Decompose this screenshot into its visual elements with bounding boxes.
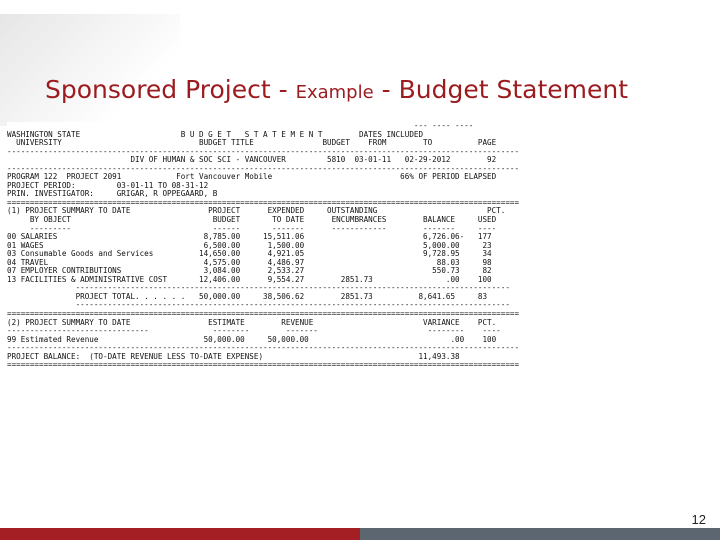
report-line: ================================================================================================================	[7, 197, 520, 207]
report-line: (1) PROJECT SUMMARY TO DATE PROJECT EXPENDED OUTSTANDING PCT.	[7, 206, 506, 216]
report-line: BY OBJECT BUDGET TO DATE ENCUMBRANCES BALANCE USED	[7, 215, 497, 225]
report-line: 13 FACILITIES & ADMINISTRATIVE COST 12,406.00 9,554.27 2851.73 .00 100	[7, 274, 492, 284]
top-bar	[0, 0, 720, 12]
title-part-2: Example	[295, 82, 374, 103]
report-line: ------------------------------- -------- ------- -------- ----	[7, 326, 501, 336]
report-line: 01 WAGES 6,500.00 1,500.00 5,000.00 23	[7, 240, 492, 250]
report-line: PROJECT BALANCE: (TO-DATE REVENUE LESS TO-DATE EXPENSE) 11,493.38	[7, 351, 460, 361]
report-text	[7, 122, 713, 370]
report-line: --------- ------ ------- ------------ ------- ----	[7, 223, 497, 233]
report-line: DIV OF HUMAN & SOC SCI - VANCOUVER 5810 03-01-11 02-29-2012 92	[7, 155, 497, 165]
report-line: ================================================================================================================	[7, 309, 520, 319]
report-line: PRIN. INVESTIGATOR: GRIGAR, R OPPEGAARD, B	[7, 189, 218, 199]
report-line: 99 Estimated Revenue 50,000.00 50,000.00 .00 100	[7, 334, 497, 344]
report-line: PROJECT TOTAL. . . . . . 50,000.00 38,506.62 2851.73 8,641.65 83	[7, 291, 488, 301]
report-line: PROJECT PERIOD: 03-01-11 TO 08-31-12	[7, 180, 209, 190]
report-line: 04 TRAVEL 4,575.00 4,486.97 88.03 98	[7, 257, 492, 267]
title-part-1: Sponsored Project -	[45, 75, 296, 104]
report-line: ================================================================================================================	[7, 360, 520, 370]
report-line: UNIVERSITY BUDGET TITLE BUDGET FROM TO PAGE	[7, 138, 497, 148]
report-line: 00 SALARIES 8,785.00 15,511.06 6,726.06- 177	[7, 232, 492, 242]
report-line: ----------------------------------------------------------------------------------------------------------------	[7, 163, 520, 173]
slide-title	[45, 72, 628, 111]
report-line: WASHINGTON STATE B U D G E T S T A T E M E N T DATES INCLUDED	[7, 129, 424, 139]
page-number: 12	[691, 512, 706, 527]
report-line: (2) PROJECT SUMMARY TO DATE ESTIMATE REVENUE VARIANCE PCT.	[7, 317, 497, 327]
budget-statement-report	[7, 122, 713, 374]
footer-bar-left	[0, 528, 360, 540]
report-line: -----------------------------------------------------------------------------------------------	[7, 300, 510, 310]
report-line: ----------------------------------------------------------------------------------------------------------------	[7, 343, 520, 353]
report-line: ----------------------------------------------------------------------------------------------------------------	[7, 146, 520, 156]
report-line: PROGRAM 122 PROJECT 2091 Fort Vancouver Mobile 66% OF PERIOD ELAPSED	[7, 172, 497, 182]
report-line: 03 Consumable Goods and Services 14,650.00 4,921.05 9,728.95 34	[7, 249, 492, 259]
report-line: --- ---- ----	[7, 121, 474, 130]
report-line: -----------------------------------------------------------------------------------------------	[7, 283, 510, 293]
report-line: 07 EMPLOYER CONTRIBUTIONS 3,084.00 2,533.27 550.73 82	[7, 266, 492, 276]
footer-bar-right	[360, 528, 720, 540]
title-part-3: - Budget Statement	[373, 75, 629, 104]
